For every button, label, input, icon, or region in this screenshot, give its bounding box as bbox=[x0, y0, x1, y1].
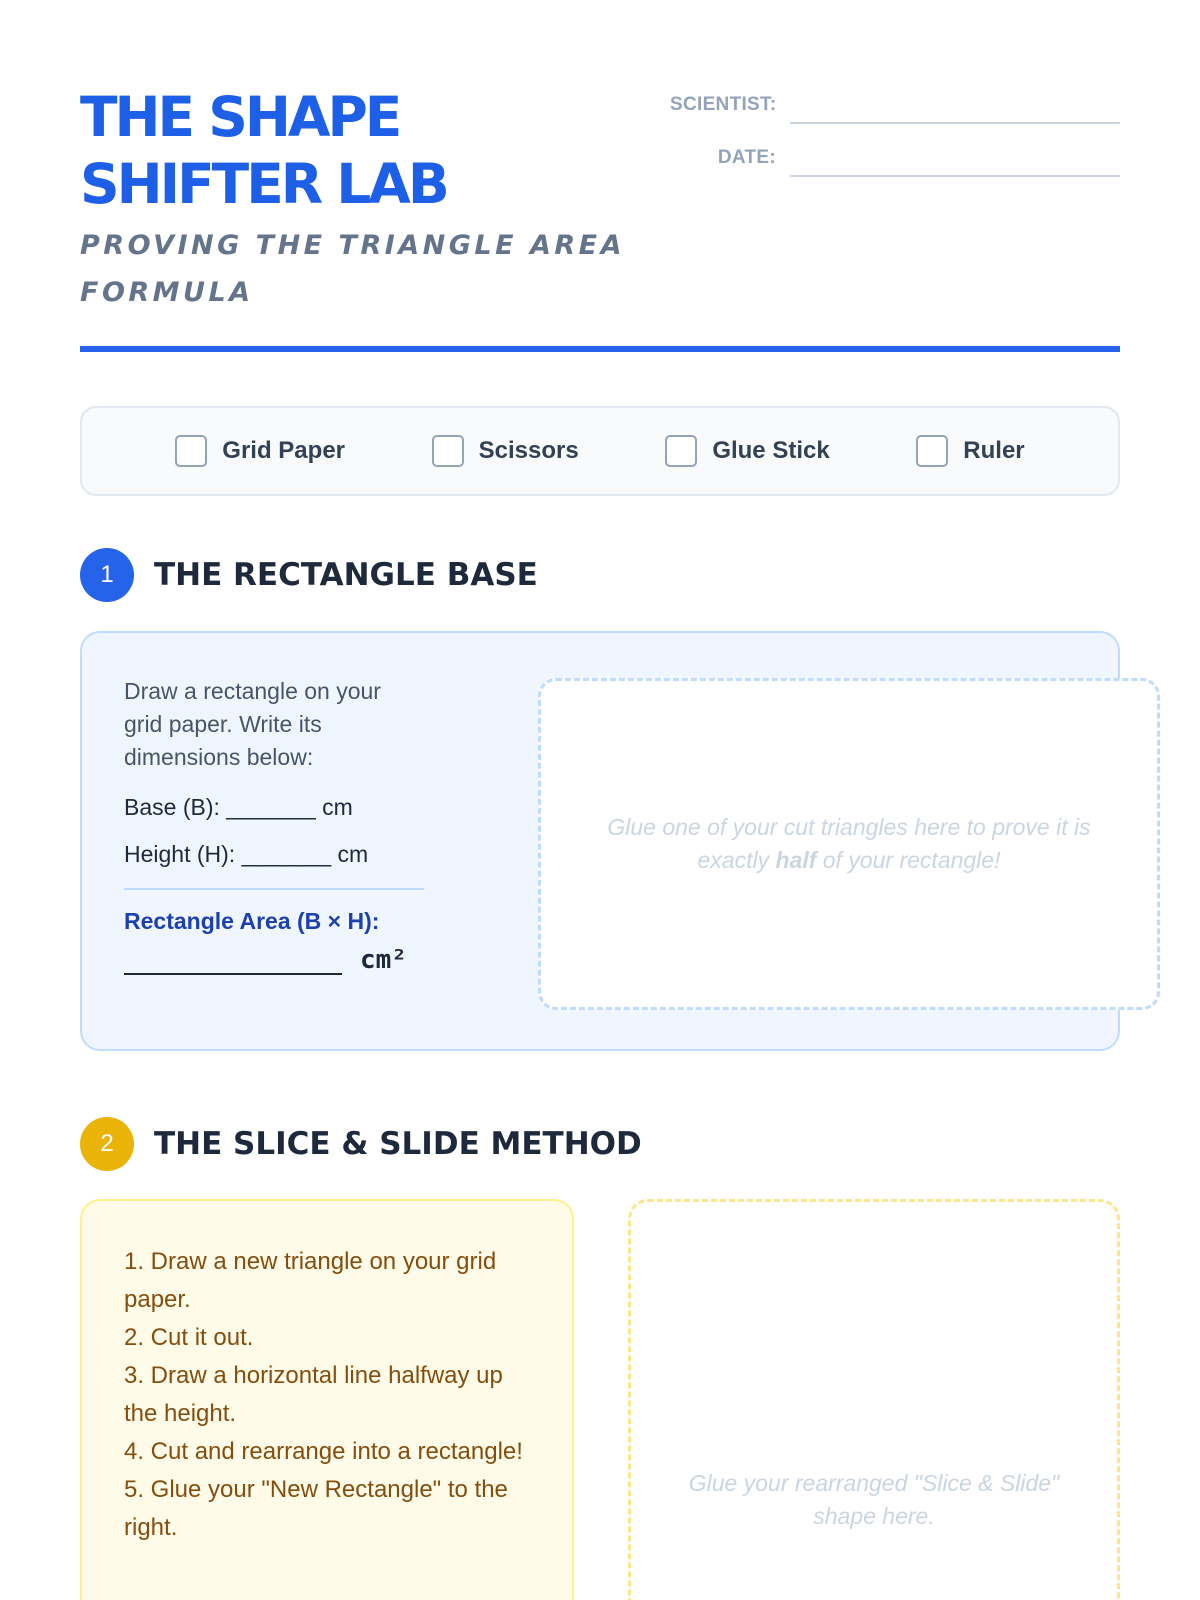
glue-stick-checkbox[interactable] bbox=[665, 435, 697, 467]
slice-slide-steps-panel bbox=[80, 1199, 574, 1600]
step-item: 1. Draw a new triangle on your grid paper. bbox=[124, 1248, 497, 1313]
material-scissors[interactable] bbox=[432, 435, 579, 467]
glue-text-start: Glue one of your cut triangles here to prove it is exactly bbox=[607, 814, 1091, 873]
section-2-title: THE SLICE & SLIDE METHOD bbox=[154, 1126, 642, 1162]
material-label: Ruler bbox=[963, 437, 1025, 464]
student-info bbox=[670, 88, 1120, 194]
area-answer-blank[interactable] bbox=[124, 953, 342, 975]
ruler-checkbox[interactable] bbox=[916, 435, 948, 467]
rectangle-instructions bbox=[124, 675, 424, 975]
date-field[interactable] bbox=[790, 141, 1120, 177]
section-2-number-badge: 2 bbox=[80, 1117, 134, 1171]
material-glue-stick[interactable] bbox=[665, 435, 829, 467]
material-grid-paper[interactable] bbox=[175, 435, 345, 467]
glue-instructions: Glue your rearranged "Slice & Slide" shape here. bbox=[688, 1470, 1060, 1529]
scientist-row bbox=[670, 88, 1120, 124]
height-field[interactable]: Height (H): _______ cm bbox=[124, 841, 369, 867]
section-2-heading bbox=[80, 1117, 642, 1171]
page-title: THE SHAPE SHIFTER LAB bbox=[80, 85, 447, 216]
section-1-title: THE RECTANGLE BASE bbox=[154, 557, 538, 593]
date-label: DATE: bbox=[717, 147, 776, 168]
section-1-heading bbox=[80, 548, 538, 602]
material-label: Scissors bbox=[478, 437, 579, 464]
triangle-glue-zone[interactable] bbox=[538, 678, 1160, 1010]
page-subtitle: PROVING THE TRIANGLE AREA FORMULA bbox=[80, 230, 626, 308]
area-answer-row bbox=[124, 945, 424, 975]
scientist-field[interactable] bbox=[790, 88, 1120, 124]
material-label: Grid Paper bbox=[222, 437, 346, 464]
slice-slide-glue-zone[interactable] bbox=[628, 1199, 1120, 1600]
glue-text-emphasis: half bbox=[775, 847, 817, 873]
step-item: 3. Draw a horizontal line halfway up the height. bbox=[124, 1362, 503, 1427]
base-field[interactable]: Base (B): _______ cm bbox=[124, 794, 353, 820]
divider bbox=[124, 888, 424, 890]
glue-instructions bbox=[581, 811, 1117, 877]
worksheet-header bbox=[80, 84, 1120, 354]
date-row bbox=[670, 141, 1120, 177]
materials-checklist bbox=[80, 406, 1120, 496]
glue-text-end: of your rectangle! bbox=[816, 847, 1001, 873]
step-item: 2. Cut it out. bbox=[124, 1324, 254, 1351]
step-item: 4. Cut and rearrange into a rectangle! bbox=[124, 1438, 523, 1465]
material-ruler[interactable] bbox=[916, 435, 1024, 467]
section-1-number-badge: 1 bbox=[80, 548, 134, 602]
material-label: Glue Stick bbox=[712, 437, 830, 464]
header-divider bbox=[80, 346, 1120, 352]
step-item: 5. Glue your "New Rectangle" to the right. bbox=[124, 1476, 508, 1541]
area-label: Rectangle Area (B × H): bbox=[124, 908, 380, 934]
area-unit: cm² bbox=[360, 945, 407, 975]
section-1-panel bbox=[80, 631, 1120, 1051]
grid-paper-checkbox[interactable] bbox=[175, 435, 207, 467]
scientist-label: SCIENTIST: bbox=[670, 94, 777, 115]
rectangle-intro: Draw a rectangle on your grid paper. Write its dimensions below: bbox=[124, 678, 381, 770]
scissors-checkbox[interactable] bbox=[432, 435, 464, 467]
